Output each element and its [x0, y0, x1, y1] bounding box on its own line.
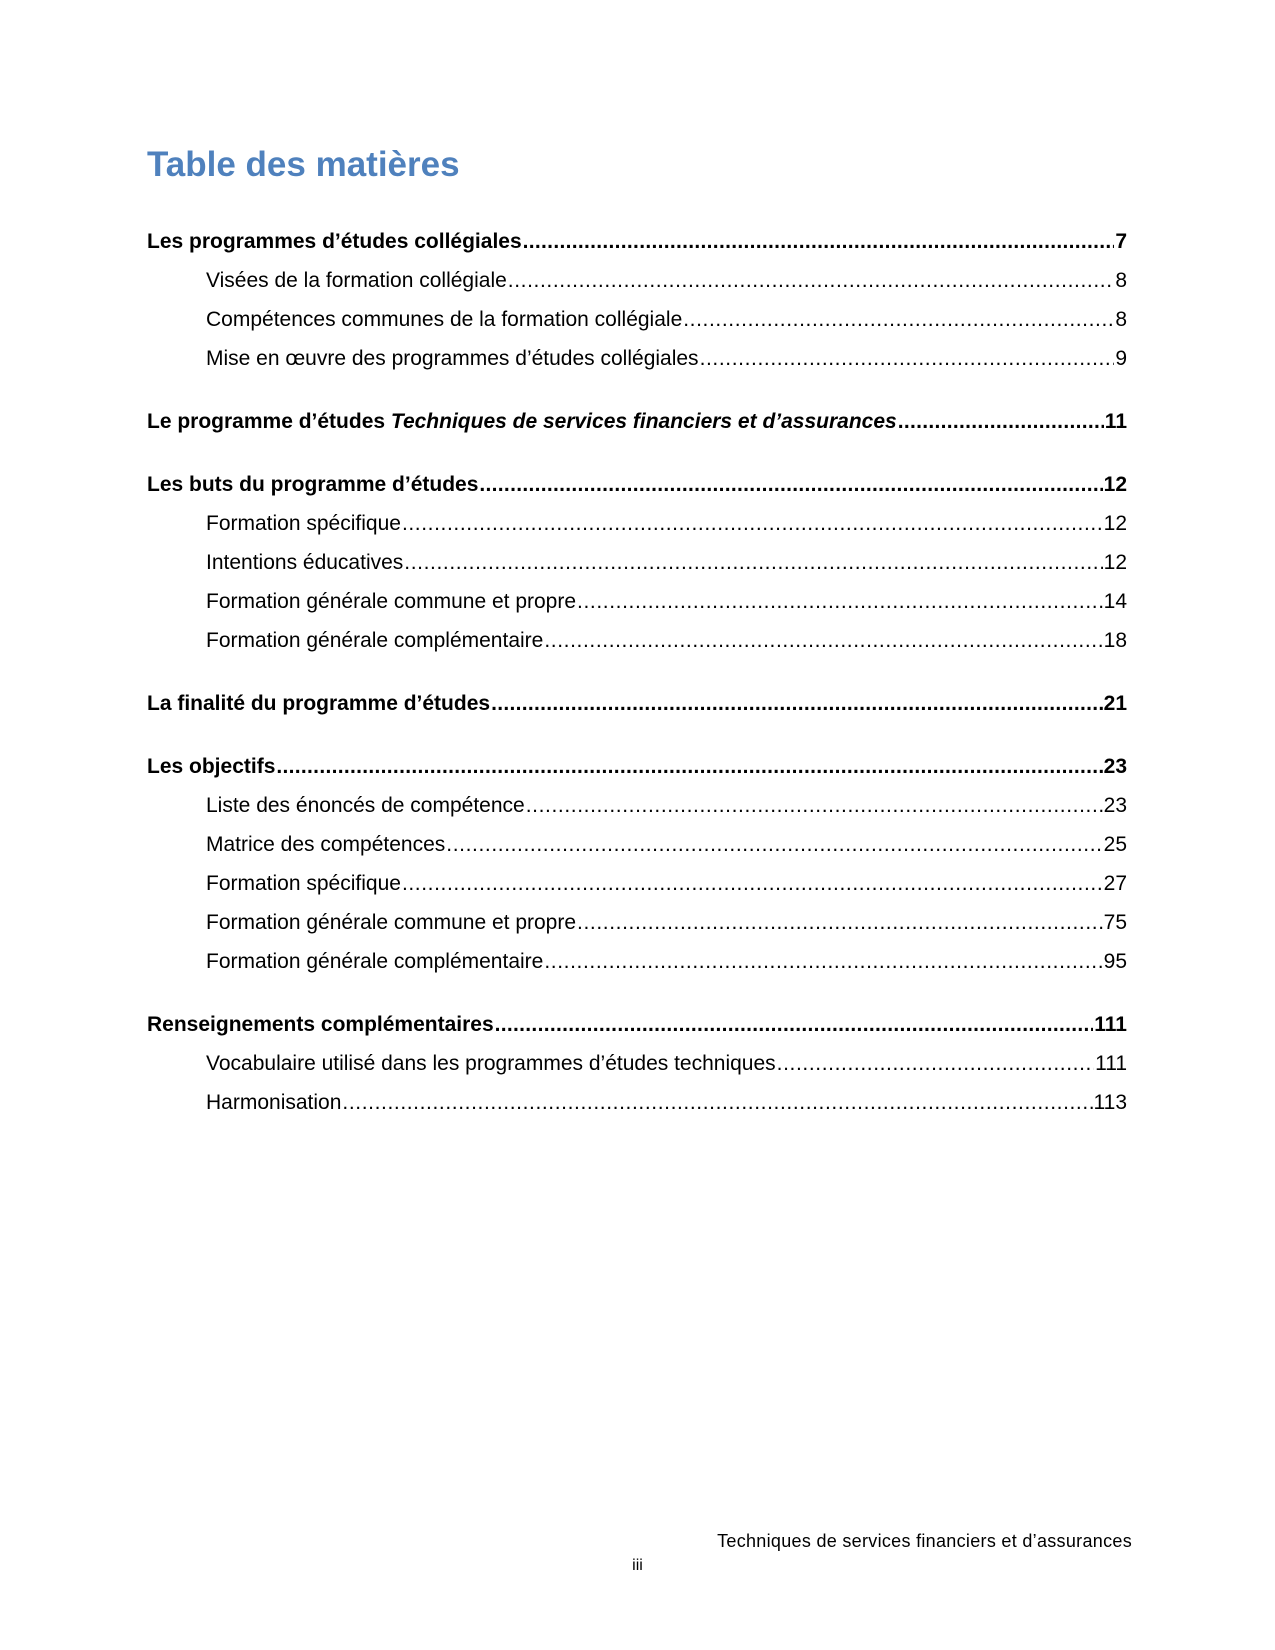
- dot-leader: [577, 903, 1103, 942]
- toc-item-label: Matrice des compétences: [206, 833, 446, 856]
- toc-item-label: Formation générale complémentaire: [206, 950, 544, 973]
- dot-leader: [276, 747, 1102, 786]
- table-of-contents: [147, 222, 1127, 1122]
- toc-item-label: Intentions éducatives: [206, 551, 404, 574]
- toc-item-label: Visées de la formation collégiale: [206, 269, 507, 292]
- toc-item-label: Mise en œuvre des programmes d’études collégiales: [206, 347, 699, 370]
- dot-leader: [495, 1005, 1094, 1044]
- toc-item[interactable]: [147, 261, 1127, 300]
- toc-item[interactable]: [147, 825, 1127, 864]
- toc-section-label-prefix: Le programme d’études: [147, 410, 391, 433]
- toc-item-label: Vocabulaire utilisé dans les programmes d’études techniques: [206, 1052, 776, 1075]
- toc-item-label: Formation générale commune et propre: [206, 590, 577, 613]
- toc-item-label: Formation spécifique: [206, 872, 401, 895]
- toc-section-label: Renseignements complémentaires: [147, 1013, 494, 1036]
- toc-page-number: 23: [1103, 755, 1127, 778]
- toc-page-number: 12: [1103, 551, 1127, 574]
- toc-page-number: 9: [1115, 347, 1127, 370]
- dot-leader: [898, 402, 1104, 441]
- toc-page-number: 113: [1093, 1091, 1127, 1114]
- toc-page-number: 21: [1103, 692, 1127, 715]
- toc-section-renseignements[interactable]: [147, 1005, 1127, 1044]
- toc-item-label: Formation spécifique: [206, 512, 401, 535]
- dot-leader: [402, 864, 1103, 903]
- toc-item[interactable]: [147, 504, 1127, 543]
- toc-page-number: 111: [1095, 1052, 1127, 1075]
- dot-leader: [526, 786, 1103, 825]
- toc-page-number: 12: [1103, 512, 1127, 535]
- toc-item-label: Formation générale complémentaire: [206, 629, 544, 652]
- toc-item[interactable]: [147, 543, 1127, 582]
- toc-page-number: 8: [1115, 308, 1127, 331]
- toc-item[interactable]: [147, 300, 1127, 339]
- dot-leader: [577, 582, 1103, 621]
- toc-item-label: Liste des énoncés de compétence: [206, 794, 525, 817]
- dot-leader: [523, 222, 1115, 261]
- toc-item[interactable]: [147, 582, 1127, 621]
- toc-section-objectifs[interactable]: [147, 747, 1127, 786]
- toc-item-label: Formation générale commune et propre: [206, 911, 577, 934]
- toc-section-buts[interactable]: [147, 465, 1127, 504]
- toc-section-label: Les buts du programme d’études: [147, 473, 479, 496]
- toc-item[interactable]: [147, 942, 1127, 981]
- toc-page-number: 23: [1103, 794, 1127, 817]
- toc-page-number: 111: [1094, 1013, 1127, 1036]
- dot-leader: [342, 1083, 1092, 1122]
- dot-leader: [446, 825, 1102, 864]
- toc-page-number: 12: [1103, 473, 1127, 496]
- dot-leader: [700, 339, 1115, 378]
- toc-page-number: 25: [1103, 833, 1127, 856]
- dot-leader: [491, 684, 1103, 723]
- toc-section-label: [147, 402, 897, 441]
- toc-item[interactable]: [147, 1083, 1127, 1122]
- toc-item-label: Compétences communes de la formation collégiale: [206, 308, 683, 331]
- toc-item[interactable]: [147, 864, 1127, 903]
- toc-page-number: 95: [1103, 950, 1127, 973]
- toc-item[interactable]: [147, 786, 1127, 825]
- toc-section-programme-tsfa[interactable]: [147, 402, 1127, 441]
- dot-leader: [544, 621, 1102, 660]
- toc-section-label: La finalité du programme d’études: [147, 692, 491, 715]
- page-title: Table des matières: [147, 145, 460, 184]
- toc-page-number: 14: [1103, 590, 1127, 613]
- toc-section-label: Les programmes d’études collégiales: [147, 230, 522, 253]
- toc-page-number: 18: [1103, 629, 1127, 652]
- toc-page-number: 75: [1103, 911, 1127, 934]
- toc-section-programmes-collegiaux[interactable]: [147, 222, 1127, 261]
- toc-section-finalite[interactable]: [147, 684, 1127, 723]
- toc-item[interactable]: [147, 1044, 1127, 1083]
- toc-page-number: 11: [1104, 410, 1127, 433]
- dot-leader: [544, 942, 1102, 981]
- footer-page-number: iii: [632, 1557, 643, 1574]
- dot-leader: [683, 300, 1114, 339]
- toc-item[interactable]: [147, 621, 1127, 660]
- toc-page-number: 27: [1103, 872, 1127, 895]
- toc-page-number: 8: [1115, 269, 1127, 292]
- toc-section-label-italic: Techniques de services financiers et d’assurances: [390, 410, 897, 433]
- toc-item[interactable]: [147, 339, 1127, 378]
- dot-leader: [777, 1044, 1094, 1083]
- toc-item-label: Harmonisation: [206, 1091, 342, 1114]
- dot-leader: [479, 465, 1102, 504]
- footer-document-title: Techniques de services financiers et d’assurances: [717, 1531, 1132, 1551]
- toc-item[interactable]: [147, 903, 1127, 942]
- toc-section-label: Les objectifs: [147, 755, 276, 778]
- dot-leader: [508, 261, 1115, 300]
- dot-leader: [404, 543, 1102, 582]
- dot-leader: [402, 504, 1103, 543]
- toc-page-number: 7: [1115, 230, 1127, 253]
